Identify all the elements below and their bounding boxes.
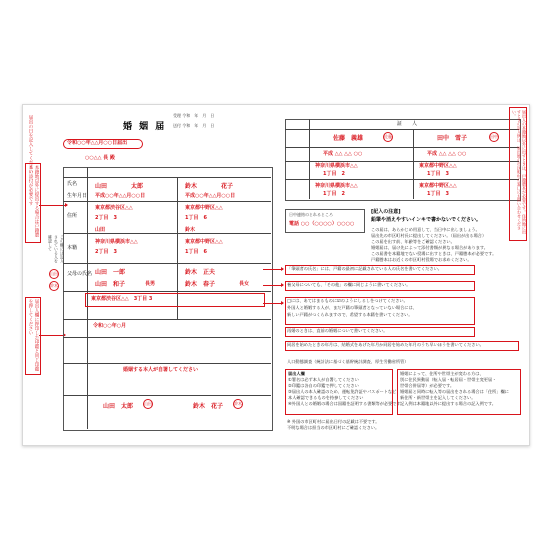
witness-header: 証 人 xyxy=(397,121,418,127)
wife-honseki-num: 1丁目 6 xyxy=(185,249,207,255)
resident-line-2: 別に住民異動届（転入届・転居届・世帯主変更届・ xyxy=(400,377,497,382)
notice-headline: 鉛筆や消えやすいインキで書かないでください。 xyxy=(371,217,482,223)
wife-address-num: 1丁目 6 xyxy=(185,215,207,221)
callout-6: 再婚のときは、直前の婚姻について書いてください。 xyxy=(287,328,388,333)
resident-line-1: 婚姻によって、住所や世帯主が変わる方は、 xyxy=(400,371,484,376)
wife-mei: 花子 xyxy=(221,183,234,190)
seal-column-label: この欄には記入されている人を確認して xyxy=(48,235,65,263)
husband-seal: 山田 xyxy=(143,399,153,409)
husband-mother: 山田 和子 xyxy=(95,281,126,288)
witness1-honseki-num: 1丁目 2 xyxy=(323,191,345,197)
new-honseki: 東京都渋谷区△△ 3丁目 3 xyxy=(91,296,153,302)
notice-line-5: この届書を本籍地でない役場に出すときは、戸籍謄本が必要です。 xyxy=(371,251,497,256)
callout-7: 同居を始めたときの年月は、結婚式をあげた年月か同居を始めた年月のうち早いほうを書いてください。 xyxy=(287,342,484,347)
resident-line-4: 婚姻届と同時に転入等の届出をされる場合は「住所」欄に xyxy=(400,389,509,394)
wife-birth: 平成○○年△△月○○日 xyxy=(185,193,236,199)
label-honseki: 本籍 xyxy=(67,245,78,251)
witness2-name: 田中 雪子 xyxy=(437,135,468,142)
notifier-line-3: ③届出人の本人確認のため、運転免許証やパスポートなど xyxy=(288,389,397,394)
callout-1: 「筆頭者の氏名」には、戸籍の最初に記載されている人の氏名を書いてください。 xyxy=(287,266,442,271)
label-parents: 父母の氏名 xyxy=(67,271,93,277)
form-title: 婚 姻 届 xyxy=(123,122,167,132)
notifier-line-4: 本人確認できるものを持参してください xyxy=(288,395,364,400)
witness1-address: 神奈川県横浜市△△ xyxy=(315,163,358,169)
witness1-num: 1丁目 2 xyxy=(323,171,345,177)
witness2-num: 1丁目 3 xyxy=(427,171,449,177)
label-address: 住所 xyxy=(67,213,78,219)
husband-signature: 山田 太郎 xyxy=(103,403,134,410)
notice-line-1: この届は、あらかじめ用意して、当日中に出しましょう。 xyxy=(371,227,480,232)
marriage-form-sheet xyxy=(22,104,530,446)
notice-line-6: 戸籍謄本はお近くの市区町村役場でお求めください。 xyxy=(371,257,472,262)
received-date: 受理 令和 年 月 日 xyxy=(173,113,215,118)
callout-3-arrow xyxy=(263,303,283,304)
callout-2-arrow xyxy=(263,285,283,286)
notice-title: [記入の注意] xyxy=(371,209,401,215)
witness2-birth: 平成 △△ △△ ○○ xyxy=(427,151,467,157)
callout-5: 新しい戸籍がつくられますので、希望する本籍を書いてください。 xyxy=(287,312,413,317)
resident-line-3: 世帯合併届等）が必要です。 xyxy=(400,383,455,388)
husband-seal-left: 山田 xyxy=(49,269,59,279)
notice-line-2: 届出先の市区町村長に提出してください。（届出が出る場合） xyxy=(371,233,487,238)
submit-date: 令和○○年△△月○○日届出 xyxy=(67,140,128,146)
footer-line-1: ※ 外国の市区町村に届出日付の記載は不要です。 xyxy=(287,419,380,424)
husband-father: 山田 一郎 xyxy=(95,269,126,276)
wife-relation: 長女 xyxy=(239,281,250,287)
office-name: ○○△△ 長 殿 xyxy=(85,155,115,161)
witness2-address: 東京都中野区△△ xyxy=(419,163,457,169)
seal-note: 届出人欄に押印した印鑑と同じ印鑑を押してください xyxy=(28,299,39,371)
notice-line-4: 婚姻届は、届け先によって添付書類が異なる場合があります。 xyxy=(371,245,488,250)
husband-head: 山田 xyxy=(95,227,106,233)
wife-signature: 鈴木 花子 xyxy=(193,403,224,410)
husband-honseki: 神奈川県横浜市△△ xyxy=(95,239,138,245)
footer-line-2: 不明な場合は担当の市区町村にご確認ください。 xyxy=(287,425,380,430)
cohabit-date: 令和○○年○月 xyxy=(93,323,127,329)
notice-line-3: この届を出す前、年齢等をご確認ください。 xyxy=(371,239,455,244)
contact-label: 日中連絡のとれるところ xyxy=(289,212,333,217)
label-name: 氏名 xyxy=(67,181,78,187)
sent-date: 送付 令和 年 月 日 xyxy=(173,123,215,128)
honseki-note: 本籍地以外に提出する場合は戸籍謄本の添付が必要です xyxy=(28,165,39,237)
submit-note: 届出の日を記入してください xyxy=(28,115,33,174)
notifier-line-5: ④外国人との婚姻の場合は国籍を証明する書類等が必要です xyxy=(288,401,401,406)
husband-mei: 太郎 xyxy=(131,183,144,190)
callout-4: 外国人と婚姻する人が、まだ戸籍の筆頭者となっていない場合には、 xyxy=(287,305,417,310)
husband-address-num: 2丁目 3 xyxy=(95,215,117,221)
resident-line-5: 新住所・新世帯主を記入してください。 xyxy=(400,395,476,400)
wife-sei: 鈴木 xyxy=(185,183,198,190)
husband-sei: 山田 xyxy=(95,183,108,190)
notifier-line-2: ②印鑑は各自の印鑑で押してください xyxy=(288,383,359,388)
wife-mother: 鈴木 春子 xyxy=(185,281,216,288)
right-margin-note: 届出人の本籍地以外に出すときは、戸籍謄本が必要です。住所地に出すときの記入例は、届出地の市区町村の窓口にお問い合わせください。 xyxy=(512,110,527,234)
witness1-honseki: 神奈川県横浜市△△ xyxy=(315,183,358,189)
callout-1-arrow xyxy=(263,269,283,270)
survey-note: 人口動態調査（統計法に基づく基幹統計調査、厚生労働省所管） xyxy=(287,359,409,364)
contact-phone: 電話 ○○（○○○○）○○○○ xyxy=(289,221,355,227)
callout-3: □には、あてはまるものに☑のようにしるしをつけてください。 xyxy=(287,298,408,303)
wife-head: 鈴木 xyxy=(185,227,196,233)
wife-father: 鈴木 正夫 xyxy=(185,269,216,276)
callout-2: 養父母についても、「その他」の欄に同じように書いてください。 xyxy=(287,282,411,287)
witness2-honseki-num: 1丁目 3 xyxy=(427,191,449,197)
wife-seal: 鈴木 xyxy=(233,399,243,409)
witness1-seal: 佐藤 xyxy=(383,132,393,142)
husband-honseki-num: 2丁目 3 xyxy=(95,249,117,255)
witness1-name: 佐藤 義雄 xyxy=(333,135,364,142)
witness2-seal: 田中 xyxy=(489,132,499,142)
husband-birth: 平成○○年△△月○○日 xyxy=(95,193,146,199)
wife-seal-left: 鈴木 xyxy=(49,281,59,291)
seal-arrow xyxy=(39,335,65,336)
notifier-title: 届出人欄 xyxy=(288,371,305,376)
husband-relation: 長男 xyxy=(145,281,156,287)
husband-address: 東京都渋谷区△△ xyxy=(95,205,133,211)
wife-honseki: 東京都中野区△△ xyxy=(185,239,223,245)
sign-instruction: 婚姻する本人が自署してください xyxy=(123,367,199,373)
witness1-birth: 平成 △△ △△ ○○ xyxy=(323,151,363,157)
wife-address: 東京都中野区△△ xyxy=(185,205,223,211)
label-birth: 生年月日 xyxy=(67,193,88,199)
witness2-honseki: 東京都中野区△△ xyxy=(419,183,457,189)
resident-line-6: 記入例は本籍地以外に提出する場合の記入例です。 xyxy=(400,401,496,406)
notifier-line-1: ①署名は必ず本人が自署してください xyxy=(288,377,359,382)
